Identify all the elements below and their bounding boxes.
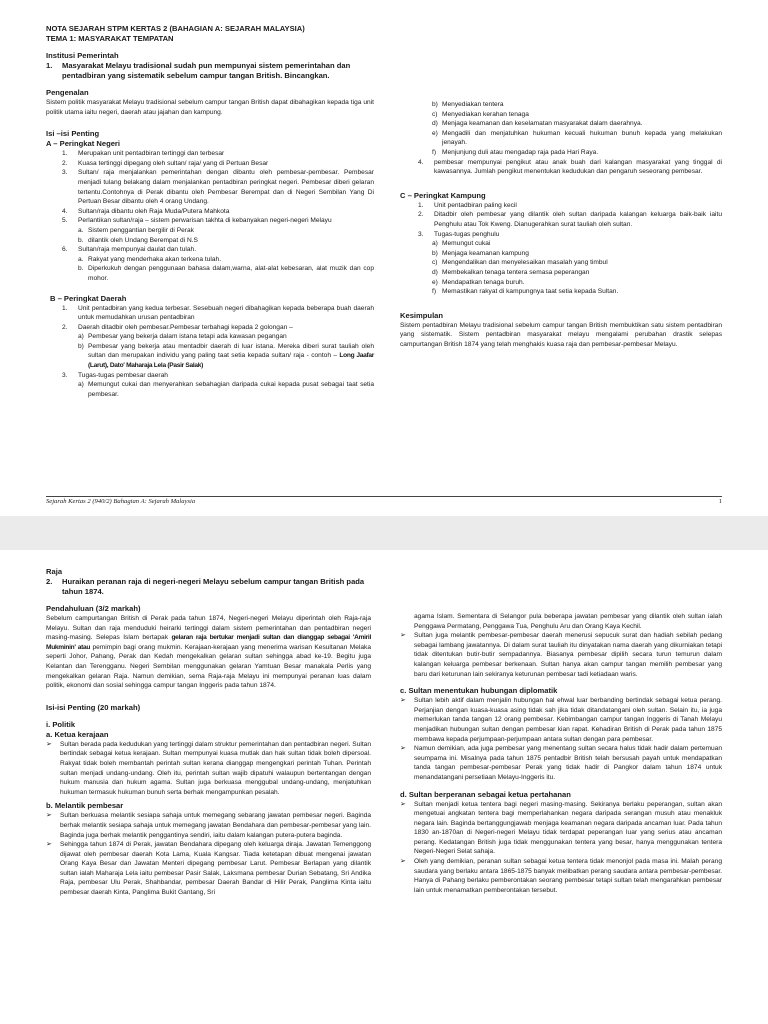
- bullet-item: ➢ Sultan juga melantik pembesar-pembesar daerah menerusi sepucuk surat dan hadiah sebilah pedang sebagai lambang jawatannya. Di dalam surat tauliah itu dinyatakan nama daerah yang dikurniakan tetapi tidak ditentukan butir-butir sempadannya. Biasanya pembesar dipilih secara turun temurun dalam kalangan keluarga pembesar berkenaan. Sultan hanya akan campur tangan memilih pembesar yang baru dari keturunan lain sekiranya keturunan pembesar tadi ketiadaan waris.: [400, 632, 722, 678]
- sub-item: a. Rakyat yang menderhaka akan terkena tulah.: [78, 255, 222, 263]
- bullet-item: ➢ Sultan menjadi ketua tentera bagi negeri masing-masing. Sekiranya berlaku peperangan, sultan akan mengetuai angkatan tentera bagi memperlahankan negara daripada serangan musuh atau menakluk negara lain. Baginda bertanggungjawab menjaga keamanan negara daripada ancaman luar. Pada tahun 1830 an-1870an di Negeri-negeri Melayu tidak terdapat peperangan luar yang serius atau ancaman perang. Kedatangan British juga tidak menggunakan tentera yang besar, hanya menggunakan tentera Negeri-Negeri Selat sahaja.: [400, 800, 722, 856]
- isi-heading: Isi-isi Penting (20 markah): [46, 702, 141, 712]
- intro-heading: Pengenalan: [46, 88, 89, 97]
- sub-item: a) Memungut cukai: [432, 240, 491, 248]
- section-a-list: [46, 149, 374, 283]
- topic-heading: Raja: [46, 567, 63, 576]
- sub-item: d) Membekalkan tenaga tentera semasa peperangan: [432, 268, 590, 276]
- kesimpulan-heading: Kesimpulan: [400, 310, 444, 320]
- question-1: 1. Masyarakat Melayu tradisional sudah pun mempunyai sistem pemerintahan dan pentadbiran yang sistematik sebelum campur tangan British. Bincangkan.: [46, 61, 351, 80]
- point-a-heading: a. Ketua kerajaan: [46, 729, 109, 739]
- page1-left-column: [46, 24, 374, 399]
- sub-item: b. Diperkukuh dengan penggunaan bahasa dalam,warna, alat-alat kebesaran, alat muzik dan cop mohor.: [78, 265, 374, 282]
- intro-heading: Pendahuluan (3/2 markah): [46, 604, 141, 613]
- sub-item: c) Menyediakan kerahan tenaga: [432, 110, 529, 118]
- sub-item: a. Sistem penggantian bergilir di Perak: [78, 226, 194, 234]
- example-text: Long Jaafar (Larut), Dato' Maharaja Lela (Pasir Salak): [88, 352, 374, 370]
- list-item: 4. pembesar mempunyai pengikut atau anak buah dari kalangan masyarakat yang tinggal di kawasannya. Jumlah pengikut menentukan kedudukan dan pengaruh seseorang pembesar.: [418, 158, 722, 176]
- bullet-item: ➢ Oleh yang demikian, peranan sultan sebagai ketua tentera tidak menonjol pada masa ini. Malah perang saudara yang berlaku antara 1865-1875 banyak melibatkan perang saudara antara pembesar-pembesar. Hanya di Pahang berlaku pemberontakan seorang pembesar tetapi sultan telah mengarahkan pembesar lain untuk menamatkan pemberontakan tersebut.: [400, 858, 722, 894]
- sub-item: c) Mengendalikan dan menyelesaikan masalah yang timbul: [432, 259, 608, 267]
- sub-item: a) Pembesar yang bekerja dalam istana tetapi ada kawasan pegangan: [78, 333, 287, 341]
- point-b-heading: b. Melantik pembesar: [46, 801, 124, 811]
- list-item: 5. Perlantikan sultan/raja – sistem perwarisan takhta di kebanyakan negeri-negeri Melayu: [62, 217, 332, 225]
- list-item: 2. Kuasa tertinggi dipegang oleh sultan/ raja/ yang di Pertuan Besar: [62, 159, 269, 167]
- section-c-list: [418, 201, 722, 297]
- section-b-heading: B – Peringkat Daerah: [50, 293, 127, 303]
- page-number: 1: [718, 498, 722, 505]
- intro-text: Sistem politik masyarakat Melayu tradisional sebelum campur tangan British dapat dibahagikan kepada tiga unit politik utama iaitu negeri, daerah atau jajahan dan kampung.: [46, 99, 374, 116]
- sub-item: f) Menjunjung duli atau mengadap raja pada Hari Raya.: [432, 148, 599, 156]
- sub-item: d) Menjaga keamanan dan keselamatan masyarakat dalam daerahnya.: [432, 120, 643, 128]
- sub-item: b) Menjaga keamanan kampung: [432, 249, 529, 257]
- list-item: 4. Sultan/raja dibantu oleh Raja Muda/Putera Mahkota: [62, 207, 230, 215]
- intro-text: Sebelum campurtangan British di Perak pada tahun 1874, Negeri-negeri Melayu diperintah oleh Raja-raja Melayu. Sultan dan raja menduduki heirarki tertinggi dalam sistem pemerintahan dan pentadbiran negeri masing-masing. Selepas Islam bertapak gelaran raja bertukar menjadi sultan dan dianggap sebagai 'Amiril Mukminin' atau pemimpin bagi orang mukmin. Kerajaan-kerajaan yang menerima warisan Kesultanan Melaka seperti Johor, Pahang, Perak dan Kedah mengekalkan gelaran sultan sehingga abad ke-19. Begitu juga Kelantan dan Terengganu. Negeri Sembilan menggunakan gelaran Yamtuan Besar manakala Perlis yang mengekalkan gelaran Raja. Namun demikian, sema Raja-raja Melayu ini mempunyai peranan luas dalam politik, ekonomi dan sosial sehingga campur tangan Inggeris pada tahun 1874.: [46, 615, 371, 690]
- politik-heading: i. Politik: [46, 719, 76, 729]
- list-item: 6. Sultan/raja mempunyai daulat dan tulah.: [62, 246, 197, 254]
- bullet-continuation: agama Islam. Sementara di Selangor pula beberapa jawatan pembesar yang dilantik oleh sultan ialah Penggawa Permatang, Penggawa Tua, Penghulu Aru dan Orang Kaya Kechil.: [414, 613, 722, 630]
- list-item: 1. Unit pentadbiran paling kecil: [418, 201, 517, 209]
- section-c-heading: C – Peringkat Kampung: [400, 190, 486, 200]
- question-2: 2. Huraikan peranan raja di negeri-negeri Melayu sebelum campur tangan British pada tahun 1874.: [46, 577, 365, 596]
- bullet-item: ➢ Sehingga tahun 1874 di Perak, jawatan Bendahara dipegang oleh keluarga diraja. Jawatan Temenggong dijawat oleh pembesar daerah Kota Lama, Kuala Kangsar. Tiada ketetapan dibuat mengenai jawatan Orang Kaya Besar dan Jawatan Menteri dipegang pembesar Larut. Pembesar Berlapan yang dilantik sultan ialah Maharaja Lela iaitu pembesar Pasir Salak, Laksmana pembesar Durian Sebatang, Sri Andika Raja, pembesar Ulu Perak, Shahbandar, pembesar Daerah Bandar di Hilir Perak, Panglima Kinta iaitu pembesar daerah Kinta, Panglima Bukit Gantang, Sri: [46, 841, 371, 897]
- bullet-item: ➢ Sultan berada pada kedudukan yang tertinggi dalam struktur pemerintahan dan pentadbiran negeri. Sultan bertindak sebagai ketua kerajaan. Sultan mempunyai kuasa mutlak dan hak sultan tidak boleh dipersoal. Rakyat tidak boleh membantah perintah sultan kerana dianggap mengengkari perintah Tuhan. Perintah sultan menjadi undang-undang. Oleh itu, perintah sultan wajib dipatuhi walaupun bertentangan dengan hukum manusia dan hukum agama. Sultan juga berkuasa menggubal undang-undang, menjatuhkan hukuman termasuk hukuman bunuh serta berhak mengampunkan pesalah.: [46, 740, 371, 796]
- list-item: 1. Unit pentadbiran yang kedua terbesar. Sesebuah negeri dibahagikan kepada beberapa buah daerah untuk memudahkan urusan pentadbiran: [62, 304, 374, 322]
- topic-heading: Institusi Pemerintah: [46, 51, 119, 60]
- doc-theme: TEMA 1: MASYARAKAT TEMPATAN: [46, 34, 174, 43]
- sub-item: b) Menyediakan tentera: [432, 101, 504, 108]
- sub-item: f) Memastikan rakyat di kampungnya taat setia kepada Sultan.: [432, 288, 619, 296]
- list-item: 3. Sultan/ raja menjalankan pemerintahan dengan dibantu oleh pembesar-pembesar. Pembesar menjadi tulang belakang dalam menjalankan pentadbiran peringkat negeri. Pembesar diberi gelaran tertentu.Contohnya di Perak dibantu oleh Pembesar Berempat dan di Negeri Sembilan Yang Di Pertuan Besar dibantu oleh 4 orang Undang.: [62, 169, 374, 206]
- list-item: 1. Merupakan unit pentadbiran tertinggi dan terbesar: [62, 150, 225, 158]
- sub-item: a) Memungut cukai dan menyerahkan sebahagian daripada cukai kepada pusat sebagai taat setia pembesar.: [78, 381, 374, 398]
- page2-left-column: [46, 567, 371, 898]
- section-a-heading: A – Peringkat Negeri: [46, 139, 120, 149]
- kesimpulan-text: Sistem pentadbiran Melayu tradisional sebelum campur tangan British membuktikan satu sistem pentadbiran yang sistematik. Sistem pentadbiran masyarakat melayu mengalami perubahan drastik selepas campurtangan British 1874 yang telah menghakis kuasa raja dan pembesar-pembesar Melayu.: [400, 321, 722, 348]
- list-item: 3. Tugas-tugas pembesar daerah: [62, 371, 168, 379]
- page-2: [0, 550, 768, 1024]
- intro-highlight: gelaran raja bertukar menjadi sultan dan dianggap sebagai 'Amiril Mukminin' atau: [46, 634, 371, 651]
- sub-item: b. dilantik oleh Undang Berempat di N.S: [78, 236, 198, 244]
- list-item: 2. Ditadbir oleh pembesar yang dilantik oleh sultan daripada kalangan keluarga baik-baik iaitu Penghulu atau Tok Kweng. Dianugerahkan surat tauliah oleh sultan.: [418, 211, 722, 228]
- sub-item: b) Pembesar yang bekerja atau mentadbir daerah di luar istana. Mereka diberi surat tauliah oleh sultan dan merupakan individu yang paling taat setia kepada sultan/ raja - contoh – Long Jaafar (Larut), Dato' Maharaja Lela (Pasir Salak): [78, 342, 374, 370]
- list-item: 2. Daerah ditadbir oleh pembesar.Pembesar terbahagi kepada 2 golongan –: [62, 323, 293, 331]
- page1-right-column: [400, 100, 722, 349]
- doc-title: NOTA SEJARAH STPM KERTAS 2 (BAHAGIAN A: SEJARAH MALAYSIA): [46, 24, 305, 33]
- bullet-item: ➢ Namun demikian, ada juga pembesar yang menentang sultan secara halus tidak hadir dalam pertemuan seumpama ini. Misalnya pada tahun 1875 pentadbir British telah bersusah payah untuk mendapatkan tanda tangan pembesar-pembesar Perak yang tidak hadir di Pangkor dalam tahun 1874 untuk menandatangani persetiaan Melayu-Inggeris itu.: [400, 745, 722, 781]
- bullet-item: ➢ Sultan berkuasa melantik sesiapa sahaja untuk memegang sebarang jawatan pembesar negeri. Baginda berhak melantik sesiapa sahaja untuk memegang jawatan Bendahara dan pembesar-pembesar yang lain. Baginda juga berhak melantik penggantinya sendiri, iaitu dalam kalangan putera-putera baginda.: [46, 812, 371, 839]
- footer-text: Sejarah Kertas 2 (940/2) Bahagian A: Sejarah Malaysia: [46, 498, 196, 505]
- page2-right-column: [400, 612, 722, 895]
- bullet-item: ➢ Sultan lebih aktif dalam menjalin hubungan hal ehwal luar berbanding bertindak sebagai ketua perang. Perjanjian dengan kuasa-kuasa asing tidak sah jika tidak ditandatangani oleh sultan. Selain itu, ia juga memerlukan tanda tangan 12 orang pembesar. Kebimbangan campur tangan Inggeris di Tanah Melayu menjadikan hubungan sultan dengan pembesar kian rapat. Kehadiran British di Perak pada tahun 1875 membawa kepada perjumpaan-perjumpaan antara sultan dengan para pembesar.: [400, 697, 722, 743]
- point-c-heading: c. Sultan menentukan hubungan diplomatik: [400, 686, 558, 696]
- isi-heading: Isi –isi Penting: [46, 129, 100, 139]
- section-b-list: [46, 304, 374, 400]
- sub-item: e) Mendapatkan tenaga buruh.: [432, 278, 525, 286]
- list-item: 3. Tugas-tugas penghulu: [418, 230, 500, 238]
- sub-item: e) Mengadili dan menjatuhkan hukuman kecuali hukuman bunuh kepada yang melakukan jenayah.: [432, 129, 722, 147]
- point-d-heading: d. Sultan berperanan sebagai ketua pertahanan: [400, 789, 571, 799]
- page-footer: [46, 496, 722, 505]
